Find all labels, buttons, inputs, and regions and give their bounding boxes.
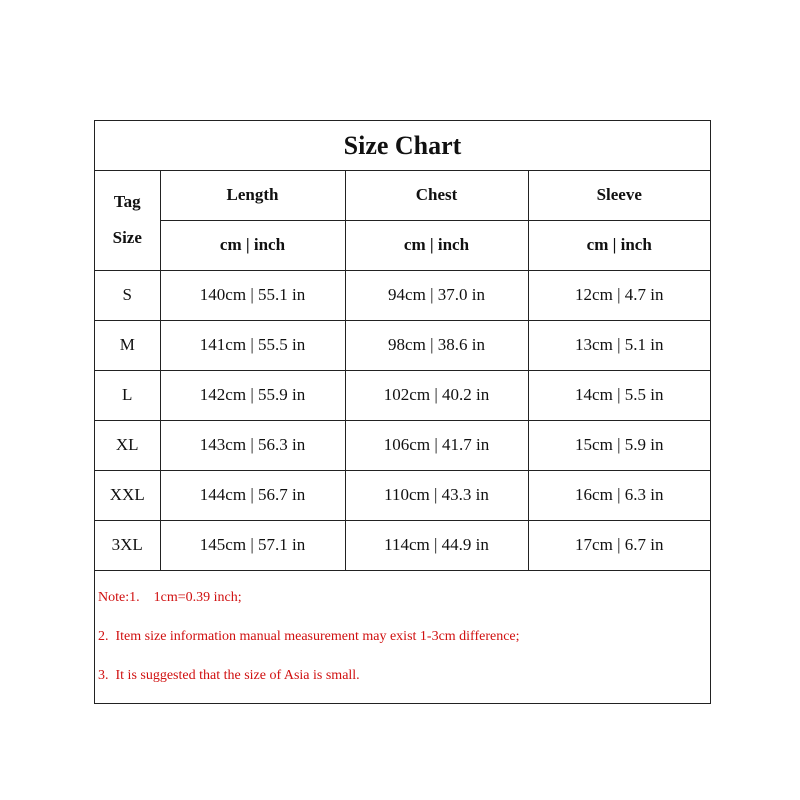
size-cell: 3XL bbox=[95, 520, 160, 570]
chest-cell: 114cm | 44.9 in bbox=[345, 520, 528, 570]
table-row bbox=[95, 270, 710, 320]
size-cell: XL bbox=[95, 420, 160, 470]
table-row bbox=[95, 370, 710, 420]
chest-units: cm | inch bbox=[345, 220, 528, 270]
size-chart bbox=[94, 120, 711, 704]
chest-cell: 106cm | 41.7 in bbox=[345, 420, 528, 470]
size-cell: M bbox=[95, 320, 160, 370]
sleeve-cell: 15cm | 5.9 in bbox=[528, 420, 710, 470]
length-cell: 145cm | 57.1 in bbox=[160, 520, 345, 570]
length-units: cm | inch bbox=[160, 220, 345, 270]
length-cell: 143cm | 56.3 in bbox=[160, 420, 345, 470]
chest-cell: 110cm | 43.3 in bbox=[345, 470, 528, 520]
size-cell: XXL bbox=[95, 470, 160, 520]
tag-label: Tag bbox=[113, 191, 141, 211]
note-2: 2. Item size information manual measurement may exist 1-3cm difference; bbox=[98, 629, 520, 644]
length-cell: 144cm | 56.7 in bbox=[160, 470, 345, 520]
table-row bbox=[95, 520, 710, 570]
sleeve-cell: 16cm | 6.3 in bbox=[528, 470, 710, 520]
note-1: Note:1. 1cm=0.39 inch; bbox=[98, 590, 242, 605]
notes-section bbox=[95, 570, 710, 703]
chest-cell: 98cm | 38.6 in bbox=[345, 320, 528, 370]
table-row bbox=[95, 420, 710, 470]
size-cell: L bbox=[95, 370, 160, 420]
table-row bbox=[95, 470, 710, 520]
chest-cell: 94cm | 37.0 in bbox=[345, 270, 528, 320]
size-cell: S bbox=[95, 270, 160, 320]
sleeve-cell: 13cm | 5.1 in bbox=[528, 320, 710, 370]
length-cell: 142cm | 55.9 in bbox=[160, 370, 345, 420]
length-cell: 141cm | 55.5 in bbox=[160, 320, 345, 370]
table-row bbox=[95, 320, 710, 370]
units-row bbox=[95, 220, 710, 270]
size-label: Size bbox=[112, 227, 142, 247]
length-header: Length bbox=[160, 170, 345, 220]
tag-size-header bbox=[95, 170, 160, 270]
sleeve-header: Sleeve bbox=[528, 170, 710, 220]
sleeve-cell: 14cm | 5.5 in bbox=[528, 370, 710, 420]
sleeve-cell: 17cm | 6.7 in bbox=[528, 520, 710, 570]
chest-header: Chest bbox=[345, 170, 528, 220]
sleeve-units: cm | inch bbox=[528, 220, 710, 270]
note-3: 3. It is suggested that the size of Asia is small. bbox=[98, 668, 360, 683]
sleeve-cell: 12cm | 4.7 in bbox=[528, 270, 710, 320]
chest-cell: 102cm | 40.2 in bbox=[345, 370, 528, 420]
length-cell: 140cm | 55.1 in bbox=[160, 270, 345, 320]
size-table bbox=[95, 170, 710, 571]
header-row bbox=[95, 170, 710, 220]
chart-title: Size Chart bbox=[95, 121, 710, 171]
